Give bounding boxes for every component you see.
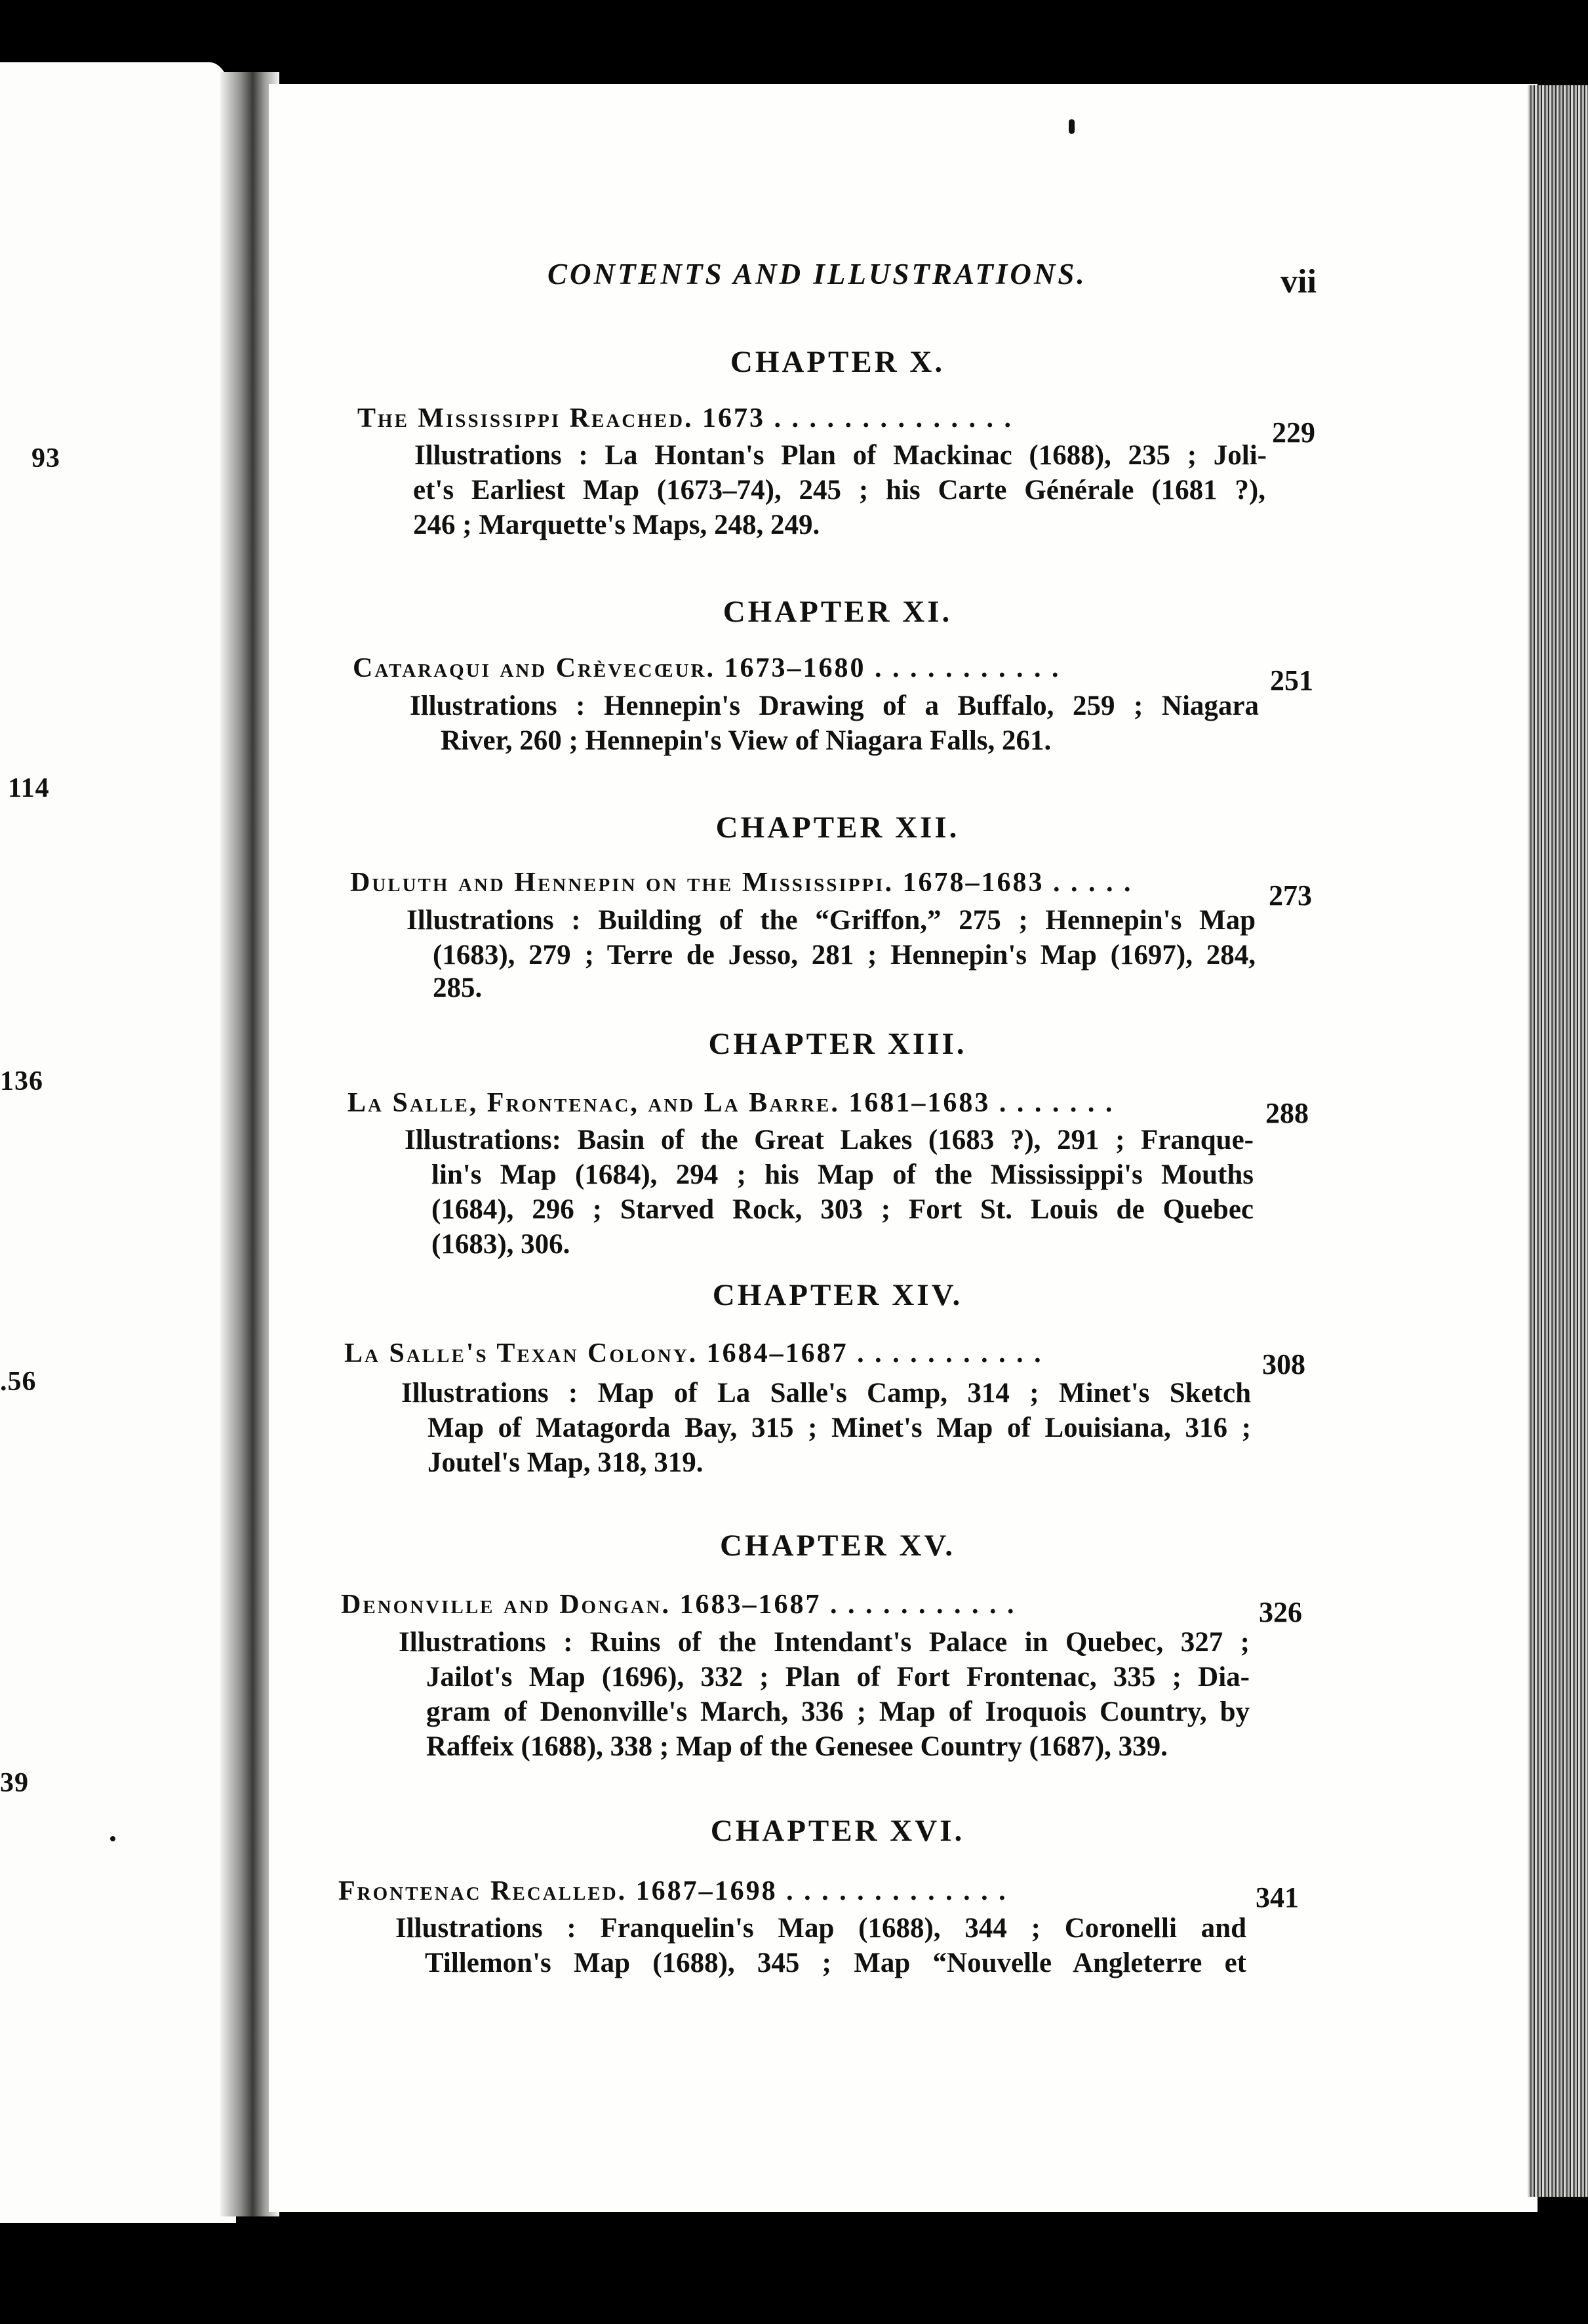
running-header: CONTENTS AND ILLUSTRATIONS.: [547, 258, 1087, 290]
entry-page-number: 273: [1269, 879, 1312, 912]
illustrations-line: Illustrations : Franquelin's Map (1688), 344 ; Coronelli and: [395, 1913, 1246, 1944]
illustrations-line: Illustrations: Basin of the Great Lakes (1683 ?), 291 ; Franque-: [405, 1125, 1254, 1155]
chapter-heading: CHAPTER X.: [730, 345, 945, 379]
entry-title: La Salle's Texan Colony. 1684–1687 . . . . . . . . . . .: [344, 1338, 1043, 1369]
illustrations-line: (1683), 306.: [431, 1229, 570, 1260]
illustrations-line: Tillemon's Map (1688), 345 ; Map “Nouvelle Angleterre et: [425, 1948, 1246, 1978]
illustrations-line: 285.: [433, 972, 483, 1003]
entry-page-number: 341: [1256, 1881, 1299, 1913]
chapter-heading: CHAPTER XV.: [719, 1529, 956, 1563]
page-number: vii: [1280, 263, 1317, 300]
illustrations-line: 246 ; Marquette's Maps, 248, 249.: [413, 510, 820, 540]
illustrations-line: Illustrations : Hennepin's Drawing of a Buffalo, 259 ; Niagara: [410, 691, 1259, 721]
ink-speck: [110, 1836, 115, 1841]
entry-page-number: 308: [1262, 1348, 1305, 1380]
margin-page-number: .56: [0, 1367, 37, 1397]
page-edges: [1528, 85, 1588, 2197]
illustrations-line: (1684), 296 ; Starved Rock, 303 ; Fort St. Louis de Quebec: [431, 1194, 1254, 1225]
entry-title: Duluth and Hennepin on the Mississippi. 1678–1683 . . . . .: [350, 868, 1133, 898]
chapter-heading: CHAPTER XII.: [715, 811, 960, 845]
illustrations-line: Illustrations : Building of the “Griffon,” 275 ; Hennepin's Map: [407, 905, 1256, 936]
entry-title: Denonville and Dongan. 1683–1687 . . . . . . . . . . .: [341, 1590, 1016, 1620]
margin-page-number: 136: [0, 1066, 43, 1096]
illustrations-line: Map of Matagorda Bay, 315 ; Minet's Map of Louisiana, 316 ;: [427, 1412, 1251, 1443]
illustrations-line: gram of Denonville's March, 336 ; Map of Iroquois Country, by: [426, 1696, 1250, 1727]
illustrations-line: (1683), 279 ; Terre de Jesso, 281 ; Hennepin's Map (1697), 284,: [433, 940, 1256, 971]
illustrations-line: Raffeix (1688), 338 ; Map of the Genesee Country (1687), 339.: [426, 1731, 1168, 1762]
illustrations-line: River, 260 ; Hennepin's View of Niagara Falls, 261.: [441, 725, 1052, 756]
entry-page-number: 326: [1259, 1596, 1302, 1628]
illustrations-line: Illustrations : Map of La Salle's Camp, 314 ; Minet's Sketch: [401, 1378, 1251, 1409]
ink-speck: [1069, 119, 1075, 134]
entry-title: Cataraqui and Crèvecœur. 1673–1680 . . . . . . . . . . .: [353, 653, 1061, 683]
illustrations-line: Joutel's Map, 318, 319.: [427, 1447, 704, 1478]
illustrations-line: Illustrations : La Hontan's Plan of Mackinac (1688), 235 ; Joli-: [414, 440, 1267, 471]
entry-page-number: 251: [1270, 664, 1313, 696]
chapter-heading: CHAPTER XVI.: [710, 1814, 965, 1848]
entry-title: La Salle, Frontenac, and La Barre. 1681–1683 . . . . . . .: [347, 1088, 1115, 1118]
illustrations-line: Illustrations : Ruins of the Intendant's Palace in Quebec, 327 ;: [399, 1627, 1250, 1658]
margin-page-number: 114: [8, 773, 50, 803]
illustrations-line: et's Earliest Map (1673–74), 245 ; his Carte Générale (1681 ?),: [413, 475, 1265, 506]
illustrations-line: lin's Map (1684), 294 ; his Map of the Mississippi's Mouths: [431, 1159, 1254, 1190]
margin-page-number: 93: [31, 443, 60, 473]
chapter-heading: CHAPTER XIII.: [708, 1027, 967, 1061]
chapter-heading: CHAPTER XI.: [723, 595, 953, 629]
entry-title: Frontenac Recalled. 1687–1698 . . . . . . . . . . . . .: [338, 1876, 1008, 1906]
entry-title: The Mississippi Reached. 1673 . . . . . . . . . . . . . .: [357, 403, 1014, 433]
illustrations-line: Jailot's Map (1696), 332 ; Plan of Fort Frontenac, 335 ; Dia-: [426, 1662, 1250, 1693]
margin-page-number: 39: [0, 1768, 29, 1798]
entry-page-number: 229: [1272, 416, 1315, 449]
entry-page-number: 288: [1265, 1097, 1309, 1129]
chapter-heading: CHAPTER XIV.: [712, 1278, 963, 1312]
previous-page: [0, 62, 236, 2223]
